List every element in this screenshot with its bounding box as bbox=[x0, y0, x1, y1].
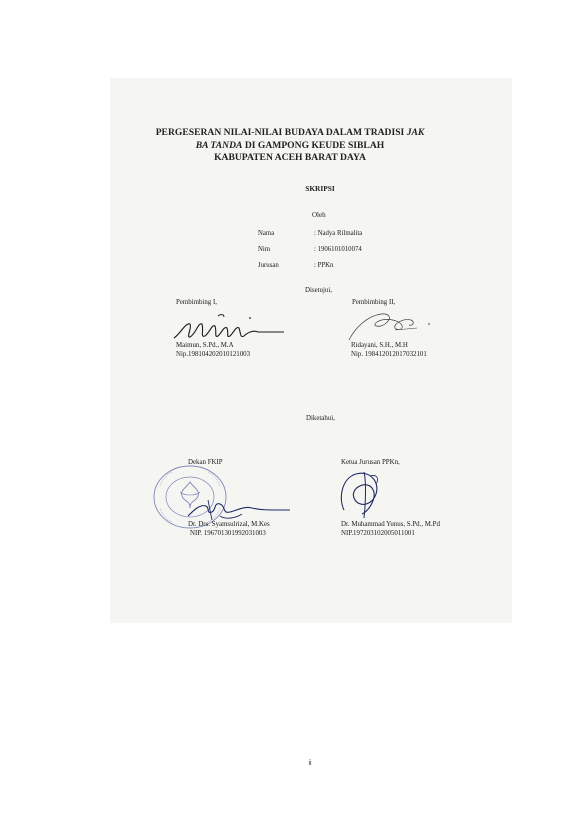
jurusan-label: Jurusan bbox=[258, 262, 279, 269]
document-type: SKRIPSI bbox=[305, 184, 335, 193]
nim-value: : 1906101010074 bbox=[314, 246, 362, 253]
dean-nip: NIP. 196701301992031003 bbox=[190, 530, 266, 537]
supervisor1-nip: Nip.198104202010121003 bbox=[176, 351, 251, 358]
supervisor2-role: Pembimbing II, bbox=[352, 299, 396, 306]
supervisor2-name: Ridayani, S.H., M.H bbox=[351, 342, 408, 349]
dean-name: Dr. Drs. Syamsulrizal, M.Kes bbox=[188, 521, 270, 528]
author-nim-row bbox=[258, 242, 362, 258]
department-head-role: Ketua Jurusan PPKn, bbox=[341, 459, 400, 466]
nim-label: Nim bbox=[258, 246, 271, 253]
department-head-signature bbox=[336, 462, 396, 522]
title-line-1: PERGESERAN NILAI-NILAI BUDAYA DALAM TRADISI bbox=[155, 127, 407, 138]
department-head-name: Dr. Muhammad Yunus, S.Pd., M.Pd bbox=[341, 521, 440, 528]
acknowledgement-heading: Diketahui, bbox=[306, 415, 335, 422]
supervisor2-nip: Nip. 198412012017032101 bbox=[351, 351, 427, 358]
thesis-title bbox=[120, 127, 460, 165]
page-number: ii bbox=[308, 760, 312, 767]
author-jurusan-row bbox=[258, 258, 362, 274]
title-line-1-italic: JAK bbox=[406, 127, 425, 138]
approval-heading: Disetujui, bbox=[305, 287, 332, 294]
supervisor1-role: Pembimbing I, bbox=[176, 299, 217, 306]
title-line-2-italic: BA TANDA bbox=[195, 139, 243, 151]
jurusan-value: : PPKn bbox=[314, 262, 334, 269]
author-info bbox=[258, 226, 362, 274]
supervisor2-signature bbox=[345, 308, 440, 344]
dean-role: Dekan FKIP bbox=[188, 459, 223, 466]
name-label: Nama bbox=[258, 230, 275, 237]
name-value: : Nadya Rilmalita bbox=[314, 230, 363, 237]
supervisor1-name: Maimun, S.Pd., M.A bbox=[176, 342, 234, 349]
department-head-nip: NIP.197203102005011001 bbox=[341, 530, 415, 537]
author-name-row bbox=[258, 226, 362, 242]
by-label: Oleh bbox=[312, 211, 326, 219]
title-line-3: KABUPATEN ACEH BARAT DAYA bbox=[214, 152, 366, 163]
supervisor1-signature bbox=[172, 312, 292, 344]
title-line-2: DI GAMPONG KEUDE SIBLAH bbox=[242, 139, 385, 151]
